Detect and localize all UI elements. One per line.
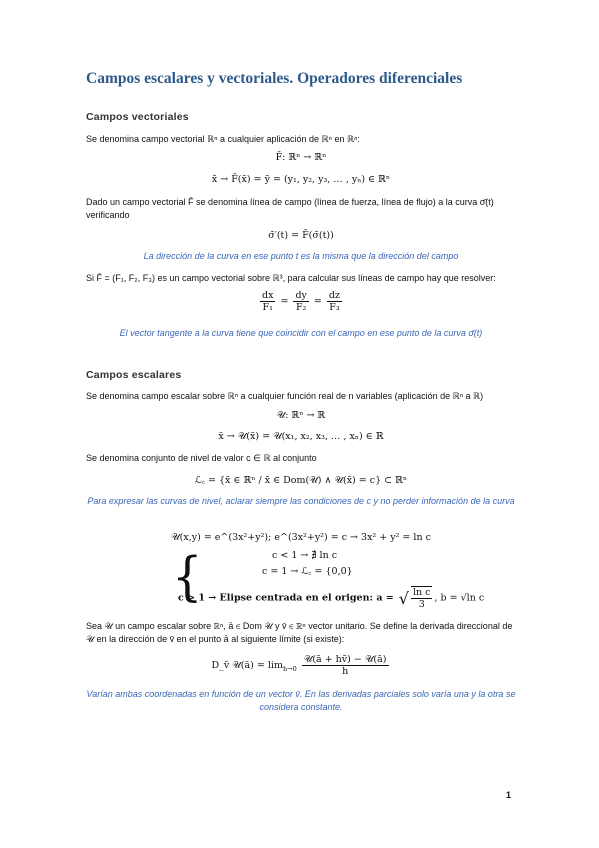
frac-den-2: F₂ [295, 302, 307, 313]
note-curvas-nivel: Para expresar las curvas de nivel, aclarar siempre las condiciones de c y no perder información de la curva [87, 496, 515, 506]
equation-scalar-mapping: 𝒰: ℝⁿ → ℝ [276, 410, 326, 421]
case-c-less-1: c < 1 → ∄ ln c [272, 550, 338, 561]
page-title: Campos escalares y vectoriales. Operadores diferenciales [86, 70, 463, 87]
deriv-lhs: D_v̄ 𝒰(ā) = lim [211, 660, 283, 671]
equation-sigma: σ̄′(t) = F̄(σ̄(t)) [268, 230, 334, 241]
case-c-greater-1 [178, 586, 484, 610]
case3-num: ln c [412, 587, 431, 598]
cases-brace: { [172, 546, 203, 608]
case3-den: 3 [418, 599, 425, 610]
note-direccion: La dirección de la curva en ese punto t es la misma que la dirección del campo [143, 251, 459, 261]
section-heading-vectoriales: Campos vectoriales [86, 111, 189, 123]
note-coordenadas: Varían ambas coordenadas en función de un vector v̄. En las derivadas parciales solo varía una y la otra se considera constante. [86, 689, 516, 712]
note-tangente: El vector tangente a la curva tiene que coincidir con el campo en ese punto de la curva σ̄(t) [119, 328, 483, 338]
equation-scalar-field: x̄ → 𝒰(x̄) = 𝒰(x₁, x₂, x₃, … , xₙ) ∈ ℝ [218, 431, 384, 442]
paragraph-linea-campo: Dado un campo vectorial F̄ se denomina línea de campo (línea de fuerza, línea de flujo) a la curva σ̄(t) verificando [86, 197, 494, 220]
frac-den-1: F₁ [262, 302, 273, 313]
case3-b: , b = √ln c [434, 592, 485, 604]
paragraph-r3: Si F̄ = (F₁, F₂, F₃) es un campo vectorial sobre ℝ³, para calcular sus líneas de campo hay que resolver: [86, 273, 496, 283]
deriv-num: 𝒰(ā + hv̄) − 𝒰(ā) [303, 654, 387, 665]
frac-den-3: F₃ [329, 302, 340, 313]
definition-campo-escalar: Se denomina campo escalar sobre ℝⁿ a cualquier función real de n variables (aplicación de ℝⁿ a ℝ) [86, 391, 484, 401]
deriv-limit-sub: h→0 [282, 664, 297, 673]
definition-campo-vectorial: Se denomina campo vectorial ℝⁿ a cualquier aplicación de ℝⁿ en ℝⁿ: [86, 134, 360, 144]
deriv-den: h [342, 666, 349, 677]
equation-directional-derivative [86, 654, 516, 677]
frac-num-2: dy [295, 290, 307, 301]
case3-text: c > 1 → Elipse centrada en el origen: a = [178, 592, 394, 604]
equation-fractions: $\frac{dx}{\text{F₁}}$ = $\frac{dy}{\text{F₂}}$ = $\frac{dz}{\text{F₃}}$ [262, 290, 340, 313]
paragraph-derivada-direccional: Sea 𝒰 un campo escalar sobre ℝⁿ, ā ∈ Dom 𝒰 y v̄ ∈ ℝⁿ vector unitario. Se define la derivada direccional de 𝒰 en la dirección de v̄ en el punto ā al siguiente límite (si existe): [86, 621, 513, 644]
page-number: 1 [506, 790, 512, 800]
section-heading-escalares: Campos escalares [86, 369, 182, 381]
case-c-equal-1: c = 1 → ℒ꜀ = {0,0} [262, 566, 353, 577]
equation-mapping: F̄: ℝⁿ → ℝⁿ [275, 152, 327, 163]
frac-num-3: dz [328, 290, 340, 301]
equation-example: 𝒰(x,y) = e^(3x²+y²); e^(3x²+y²) = c → 3x² + y² = ln c [171, 532, 431, 543]
sqrt-symbol: √ [398, 588, 409, 608]
frac-num-1: dx [262, 290, 274, 301]
equation-field: x̄ → F̄(x̄) = ȳ = (y₁, y₂, y₃, … , yₙ) ∈ ℝⁿ [211, 174, 391, 185]
equation-level-set: ℒ꜀ = {x̄ ∈ ℝⁿ / x̄ ∈ Dom(𝒰) ∧ 𝒰(x̄) = c} ⊂ ℝⁿ [194, 475, 408, 486]
paragraph-conjunto-nivel: Se denomina conjunto de nivel de valor c ∈ ℝ al conjunto [86, 453, 317, 463]
